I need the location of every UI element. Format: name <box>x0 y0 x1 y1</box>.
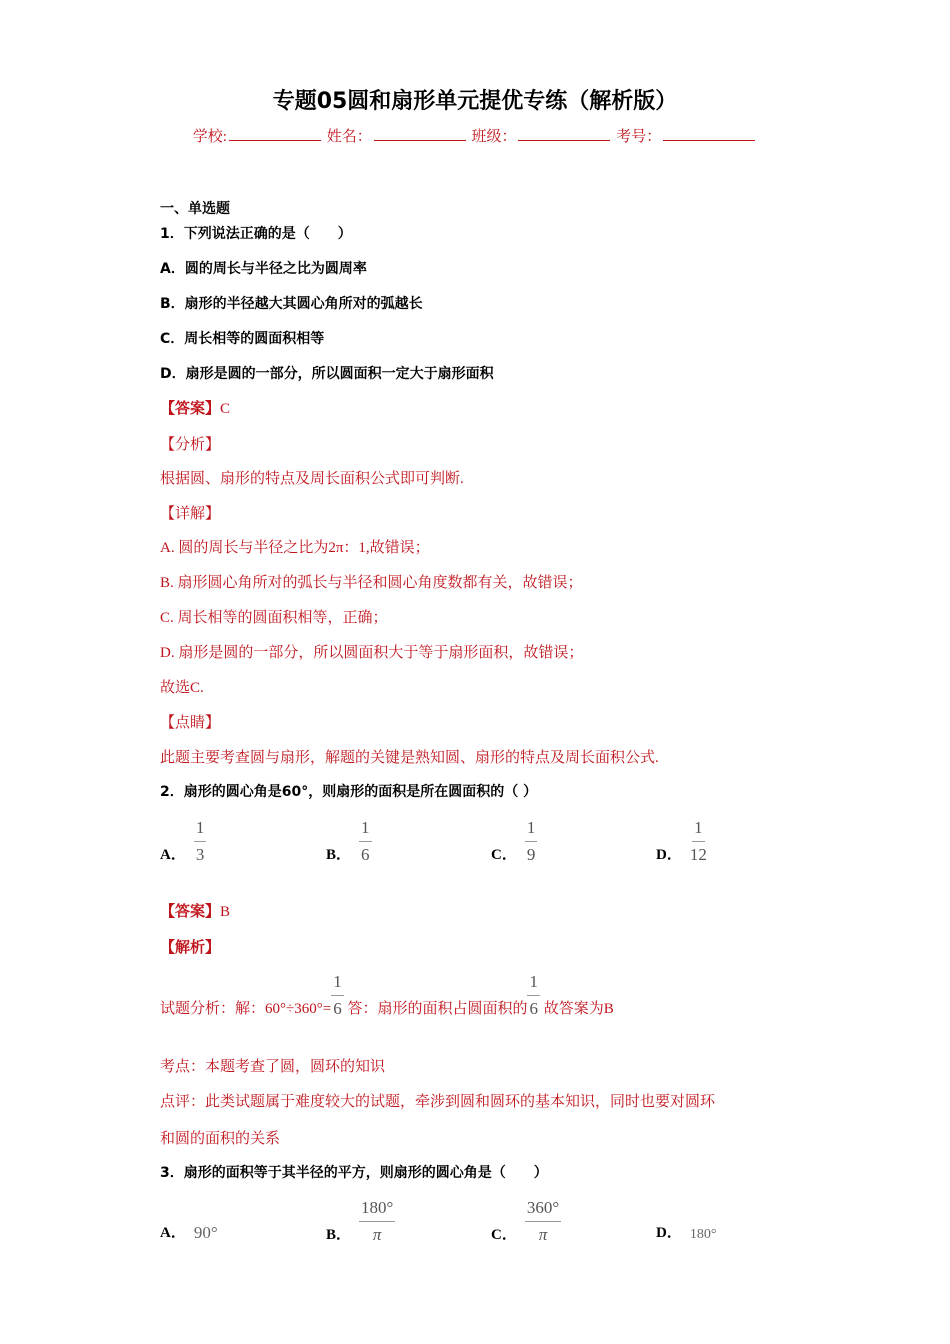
answer-value: C <box>220 401 231 417</box>
option-label: D． <box>656 1225 682 1241</box>
q1-detail-d: D. 扇形是圆的一部分，所以圆面积大于等于扇形面积，故错误； <box>160 645 584 661</box>
denominator: 6 <box>529 999 538 1018</box>
option-value: 90° <box>193 1223 218 1242</box>
denominator: 6 <box>333 999 342 1018</box>
solution-text: 试题分析：解：60°÷360°= <box>160 1001 332 1017</box>
q1-answer <box>160 399 230 419</box>
q3-option-b <box>326 1198 395 1245</box>
option-label: A． <box>160 847 186 863</box>
q1-detail-label: 【详解】 <box>160 506 221 522</box>
option-label: A． <box>160 1225 186 1241</box>
fraction <box>359 818 372 865</box>
fraction <box>690 818 707 865</box>
option-label: C． <box>491 847 517 863</box>
q1-option-c: C．周长相等的圆面积相等 <box>160 331 325 347</box>
q3-stem: 3．扇形的面积等于其半径的平方，则扇形的圆心角是（ ） <box>160 1165 548 1181</box>
school-label: 学校: <box>192 129 227 145</box>
fraction <box>194 818 207 865</box>
option-label: D． <box>656 847 682 863</box>
numerator: 1 <box>194 818 207 842</box>
denominator: π <box>372 1225 382 1244</box>
numerator: 1 <box>527 972 540 996</box>
q1-analysis: 根据圆、扇形的特点及周长面积公式即可判断. <box>160 471 464 487</box>
q2-analysis-label: 【解析】 <box>160 940 221 956</box>
numerator: 1 <box>525 818 538 842</box>
option-value: 180° <box>689 1227 717 1242</box>
numerator: 1 <box>692 818 705 842</box>
q1-stem: 1．下列说法正确的是（ ） <box>160 226 352 242</box>
q2-option-d <box>656 818 707 865</box>
q1-detail-b: B. 扇形圆心角所对的弧长与半径和圆心角度数都有关，故错误； <box>160 575 583 591</box>
number-label: 考号： <box>616 129 662 145</box>
q2-point: 考点：本题考查了圆，圆环的知识 <box>160 1059 386 1075</box>
q2-solution <box>160 972 614 1019</box>
option-label: B． <box>326 1227 352 1243</box>
q2-stem: 2．扇形的圆心角是60°，则扇形的面积是所在圆面积的（ ） <box>160 784 538 800</box>
answer-value: B <box>220 904 231 920</box>
class-blank[interactable] <box>518 126 610 141</box>
option-label: C． <box>491 1227 517 1243</box>
q2-option-c <box>491 818 537 865</box>
q2-option-a <box>160 818 206 865</box>
q3-option-c <box>491 1198 561 1245</box>
student-info-line <box>0 125 950 146</box>
option-label: B． <box>326 847 352 863</box>
denominator: 9 <box>526 845 536 864</box>
denominator: 12 <box>689 845 707 864</box>
q2-comment-line1: 点评：此类试题属于难度较大的试题，牵涉到圆和圆环的基本知识，同时也要对圆环 <box>160 1094 716 1110</box>
q1-detail-a: A. 圆的周长与半径之比为2π：1,故错误； <box>160 540 430 556</box>
q3-option-d <box>656 1223 716 1243</box>
q1-option-b: B．扇形的半径越大其圆心角所对的弧越长 <box>160 296 423 312</box>
q2-comment-line2: 和圆的面积的关系 <box>160 1131 281 1147</box>
solution-text: 答：扇形的面积占圆面积的 <box>347 1001 528 1017</box>
q3-option-a <box>160 1223 218 1243</box>
q1-option-d: D．扇形是圆的一部分，所以圆面积一定大于扇形面积 <box>160 366 494 382</box>
q1-detail-c: C. 周长相等的圆面积相等，正确； <box>160 610 388 626</box>
numerator: 1 <box>331 972 344 996</box>
name-label: 姓名： <box>326 129 372 145</box>
denominator: 6 <box>361 845 370 864</box>
class-label: 班级： <box>471 129 517 145</box>
numerator: 180° <box>359 1198 395 1222</box>
fraction <box>359 1198 395 1245</box>
section-heading: 一、单选题 <box>160 201 230 217</box>
answer-label: 【答案】 <box>160 401 221 417</box>
q1-note: 此题主要考查圆与扇形，解题的关键是熟知圆、扇形的特点及周长面积公式. <box>160 750 659 766</box>
page-title: 专题05圆和扇形单元提优专练（解析版） <box>272 89 678 114</box>
q1-note-label: 【点睛】 <box>160 715 221 731</box>
fraction <box>527 972 540 1019</box>
numerator: 360° <box>525 1198 561 1222</box>
fraction <box>331 972 344 1019</box>
numerator: 1 <box>359 818 372 842</box>
number-blank[interactable] <box>663 126 755 141</box>
q1-analysis-label: 【分析】 <box>160 437 221 453</box>
q1-option-a: A．圆的周长与半径之比为圆周率 <box>160 261 367 277</box>
school-blank[interactable] <box>229 126 321 141</box>
q2-option-b <box>326 818 372 865</box>
q2-answer <box>160 902 230 922</box>
denominator: 3 <box>195 845 205 864</box>
answer-label: 【答案】 <box>160 904 221 920</box>
denominator: π <box>538 1225 548 1244</box>
q1-conclusion: 故选C. <box>160 680 204 696</box>
fraction <box>525 1198 561 1245</box>
solution-text: 故答案为B <box>543 1001 614 1017</box>
fraction <box>525 818 538 865</box>
name-blank[interactable] <box>374 126 466 141</box>
